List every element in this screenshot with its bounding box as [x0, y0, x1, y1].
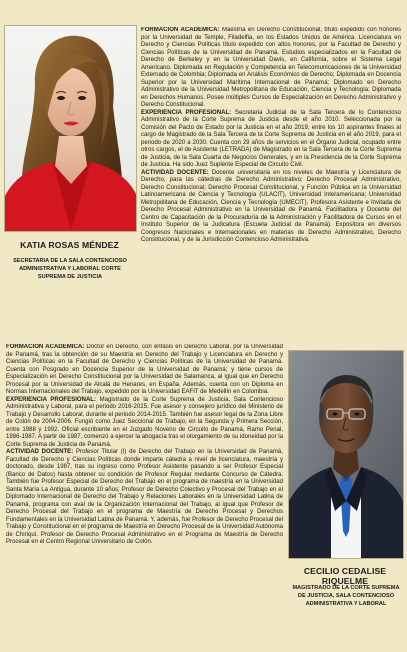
- section-heading: EXPERIENCIA PROFESIONAL:: [6, 396, 97, 403]
- section-text: Secretaria Judicial de la Sala Tercera de lo Contencioso Administrativo de la Corte Suprema de Justicia desde el año 2010. Seleccionada por la Comisión del Pacto de Estado por la Justicia en el año 2019, entre los 10 aspirantes finales al cargo de Magistrado de la Sala Tercera de la Corte Suprema de Justicia en el año 2019, para el periodo de 2020 a 2030. Cuenta con 29 años de servicios en el Órgano Judicial, ocupado entre otros cargos, el de Asistente (LETRADA) de Magistrado en la Sala Tercera de la Corte Suprema de Justicia, de la Sala Cuarta de Negocios Generales, y en la Presidencia de la Corte Suprema de Justicia. Ha sido Juez Suplente Especial de Circuito Civil.: [141, 109, 401, 168]
- portrait-man-image: [289, 351, 403, 558]
- person2-section-teaching: [6, 449, 283, 547]
- section-text: Maestría en Derecho Constitucional, título expedido con honores por la Universidad de Temple, Filadelfia, en los Estados Unidos de América. Licenciatura en Derecho y Ciencias Políticas título expedido con altos honores, por la Facultad de Derecho y Ciencias Políticas de la Universidad de Panamá. Estudios especializados en la Facultad de Derecho de Berkeley y en la Universidad Davis, en California, sobre el Sistema Legal Americano. Diplomada en Regulación y Competencia en Telecomunicaciones de la Universidad Externado de Colombia; Diplomada en Análisis Económico de Derecho; Diplomada en Docencia Superior por la Universidad Marítima Internacional de Panamá; Diplomado en Derecho Administrativo de la Universidad Metropolitana de Educación, Ciencia y Tecnología; Diplomada en Derechos Humanos. Posee múltiples Cursos de Especialización en Derecho Administrativo y Derecho Constitucional.: [141, 27, 401, 108]
- section-heading: EXPERIENCIA PROFESIONAL:: [141, 109, 232, 116]
- section-text: Doctor en Derecho, con énfasis en Derecho Laboral, por la Universidad de Panamá, tras la obtención de su Maestría en Derecho del Trabajo y Licenciatura en Derecho y Ciencias Políticas en la Facultad de Derecho y Ciencias Políticas de la Universidad de Panamá. Cuenta con Posgrado en Docencia Superior de la Universidad de Panamá; y tiene cursos de Especialización en Derecho Constitucional por la Universidad de Salamanca, al igual que en Derecho Procesal por la Universidad de Alcalá de Henares, en España. Además, cuenta con un Diploma en Normas Internacionales del Trabajo, expedido por la Universidad EAFIT de Medellín en Colombia.: [6, 344, 283, 395]
- section-text: Profesor Titular (I) de Derecho del Trabajo en la Universidad de Panamá, Facultad de Derecho y Ciencias Políticas donde imparte cátedra a nivel de licenciatura, maestría y doctorado, desde 1987, tras su ingreso como Profesor Asistente pasando a ser Profesor Especial (Banco de Datos) hasta obtener su condición de Profesor Regular mediante Concurso de Cátedra. También fue Profesor Especial de Derecho del Trabajo en el programa de maestría en la Universidad Santa María La Antigua, durante 10 años; Profesor de Derecho Colectivo y Procesal del Trabajo en el Diplomado Internacional de Derecho del Trabajo y Relaciones Laborales en la Universidad Latina de Panamá, programa con aval de la Organización Internacional del Trabajo, al igual que Profesor de Derecho Procesal del Trabajo en el programa de Maestría de Derecho Procesal y Derechos Fundamentales en la Universidad Latina de Panamá. Y, además, fue Profesor de Derecho Procesal del Trabajo y Constitucional en el programa de Maestría en Derecho Procesal de la Universidad Autónoma de Chiriquí. Profesor de Derecho Procesal Administrativo en el Programa de Maestría de Derecho Procesal en el Centro Regional Universitario de Colón.: [6, 449, 283, 545]
- section-heading: FORMACIÓN ACADÉMICA:: [6, 344, 85, 350]
- person1-name: KATIA ROSAS MÉNDEZ: [20, 240, 119, 250]
- person1-role: SECRETARIA DE LA SALA CONTENCIOSO ADMINISTRATIVA Y LABORAL CORTE SUPREMA DE JUSTICIA: [13, 258, 127, 280]
- section-text: Docente universitaria en los niveles de Maestría y Licenciatura de Derecho, para las cátedras de Derecho Administrativo; Derecho Procesal Administrativo, Derecho Constitucional; Derecho Procesal Constitucional, y Función Pública en la Universidad Latinoamericana de Ciencia y Tecnología (ULACIT), Universidad Interamericana; Universidad Metropolitana de Educación, Ciencia y Tecnología (UMECIT). Profesora Asistente e Invitada de Derecho Procesal Administrativo en la Universidad de Panamá. Facilitadora y Docente del Centro de Capacitación de la Procuraduría de la Administración y Facilitadora de Cursos en el Instituto Superior de la Judicatura (Escuela Judicial de Panamá). Expositora en diversos Congresos Nacionales e Internacionales en materias de Derecho Administrativo, Derecho Constitucional, y de la Jurisdicción Contencioso Administrativa.: [141, 169, 401, 243]
- portrait-woman-image: [5, 26, 136, 231]
- person1-bio: [141, 27, 401, 343]
- katia-rosas-mendez-photo: [4, 25, 137, 232]
- section-heading: ACTIVIDAD DOCENTE:: [6, 449, 74, 455]
- section-heading: ACTIVIDAD DOCENTE:: [141, 169, 209, 176]
- person2-name: CECILIO CEDALISE RIQUELME: [303, 566, 387, 586]
- person2-role: MAGISTRADO DE LA CORTE SUPREMA DE JUSTICIA, SALA CONTENCIOSO ADMINISTRATIVA Y LABORAL: [292, 585, 400, 607]
- section-heading: FORMACIÓN ACADÉMICA:: [141, 27, 220, 33]
- person1-section-experience: [141, 110, 401, 170]
- person2-section-experience: [6, 397, 283, 450]
- person2-bio: [6, 344, 283, 648]
- cecilio-cedalise-riquelme-photo: [288, 350, 404, 559]
- section-text: Magistrado de la Corte Suprema de Justicia, Sala Contencioso Administrativa y Laboral, para el periodo 2016-2025. Fue asesor y consejero jurídico del Ministerio de Trabajo y Desarrollo Laboral, durante el periodo 2014-2015. También fue asesor legal de la Zona Libre de Colón de 2004-2006. Fungió como Juez Seccional de Trabajo, en la Segunda y Primera Sección, entre 1988 y 1992. Oficial escribiente en el Juzgado Noveno de Circuito de Panamá, Ramo Penal, 1986-1987. A partir de 1987, comenzó a ejercer la abogacía tras el otorgamiento de su idoneidad por la Corte Suprema de Justicia de Panamá.: [6, 396, 283, 448]
- person1-section-teaching: [141, 170, 401, 245]
- person2-section-academic: [6, 344, 283, 397]
- person1-section-academic: [141, 27, 401, 110]
